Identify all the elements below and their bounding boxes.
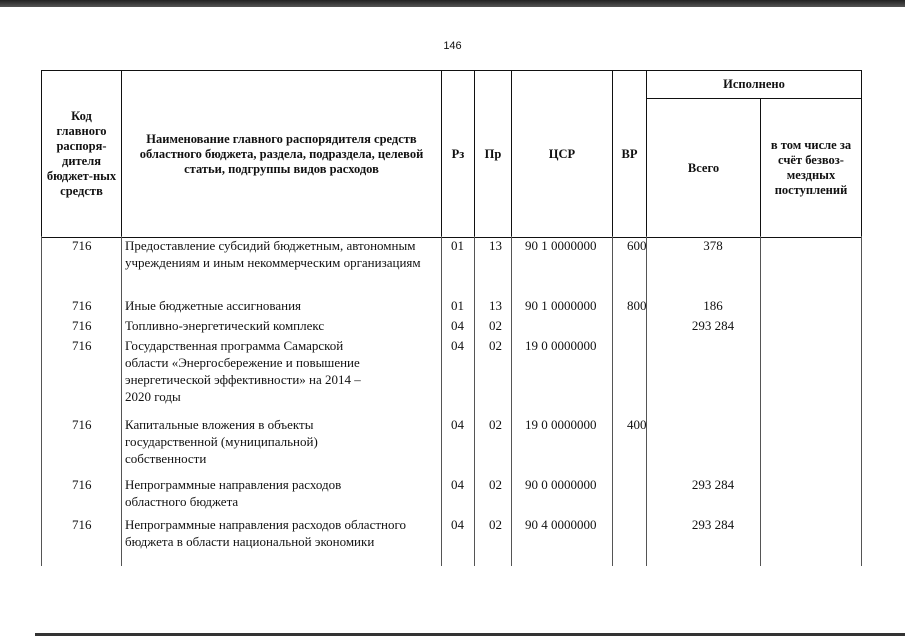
- header-vr: ВР: [613, 71, 647, 238]
- cell-csr: 19 0 0000000: [525, 417, 597, 432]
- cell-name: Непрограммные направления расходов областного бюджета в области национальной экономики: [125, 517, 406, 549]
- cell-rz: 04: [451, 318, 464, 333]
- cell-csr: 90 1 0000000: [525, 298, 597, 313]
- cell-kod: 716: [72, 417, 92, 432]
- cell-vsego: 378: [703, 238, 723, 253]
- cell-vsego: 293 284: [691, 517, 735, 532]
- cell-rz: 04: [451, 338, 464, 353]
- cell-pr: 13: [489, 238, 502, 253]
- header-csr: ЦСР: [512, 71, 613, 238]
- cell-pr: 13: [489, 298, 502, 313]
- cell-pr: 02: [489, 417, 502, 432]
- cell-rz: 01: [451, 298, 464, 313]
- header-vsego: Всего: [647, 99, 761, 238]
- cell-rz: 01: [451, 238, 464, 253]
- cell-kod: 716: [72, 517, 92, 532]
- cell-vr: 600: [627, 238, 647, 253]
- header-pr: Пр: [475, 71, 512, 238]
- header-rz: Рз: [442, 71, 475, 238]
- cell-vsego: 293 284: [691, 477, 735, 492]
- column-divider: [861, 236, 862, 566]
- cell-pr: 02: [489, 477, 502, 492]
- column-divider: [646, 236, 647, 566]
- cell-vsego: 293 284: [691, 318, 735, 333]
- cell-name: Топливно-энергетический комплекс: [125, 318, 325, 333]
- cell-rz: 04: [451, 477, 464, 492]
- cell-name: Капитальные вложения в объекты государственной (муниципальной) собственности: [125, 417, 318, 466]
- cell-kod: 716: [72, 298, 92, 313]
- column-divider: [612, 236, 613, 566]
- cell-pr: 02: [489, 318, 502, 333]
- cell-rz: 04: [451, 417, 464, 432]
- cell-pr: 02: [489, 517, 502, 532]
- cell-kod: 716: [72, 318, 92, 333]
- column-divider: [121, 236, 122, 566]
- header-bezvozm: в том числе за счёт безвоз-мездных поступлений: [761, 99, 862, 238]
- column-divider: [441, 236, 442, 566]
- page-number: 146: [443, 40, 462, 52]
- cell-name: Непрограммные направления расходов областного бюджета: [125, 477, 342, 509]
- cell-rz: 04: [451, 517, 464, 532]
- cell-csr: 19 0 0000000: [525, 338, 597, 353]
- cell-vr: 800: [627, 298, 647, 313]
- scan-edge-bottom: [35, 633, 905, 636]
- header-name: Наименование главного распорядителя средств областного бюджета, раздела, подраздела, целевой статьи, подгруппы видов расходов: [122, 71, 442, 238]
- header-kod: Код главного распоря-дителя бюджет-ных средств: [42, 71, 122, 238]
- cell-csr: 90 4 0000000: [525, 517, 597, 532]
- column-divider: [474, 236, 475, 566]
- cell-kod: 716: [72, 338, 92, 353]
- cell-vr: 400: [627, 417, 647, 432]
- scan-edge-top: [0, 0, 905, 7]
- cell-kod: 716: [72, 477, 92, 492]
- column-divider: [41, 236, 42, 566]
- cell-csr: 90 1 0000000: [525, 238, 597, 253]
- header-ispolneno: Исполнено: [647, 71, 862, 99]
- cell-vsego: 186: [703, 298, 723, 313]
- table-header: [41, 70, 862, 238]
- cell-pr: 02: [489, 338, 502, 353]
- cell-name: Предоставление субсидий бюджетным, автономным учреждениям и иным некоммерческим организациям: [125, 238, 421, 270]
- cell-kod: 716: [72, 238, 92, 253]
- cell-csr: 90 0 0000000: [525, 477, 597, 492]
- column-divider: [511, 236, 512, 566]
- cell-name: Государственная программа Самарской области «Энергосбережение и повышение энергетической эффективности» на 2014 – 2020 годы: [125, 338, 361, 404]
- cell-name: Иные бюджетные ассигнования: [125, 298, 302, 313]
